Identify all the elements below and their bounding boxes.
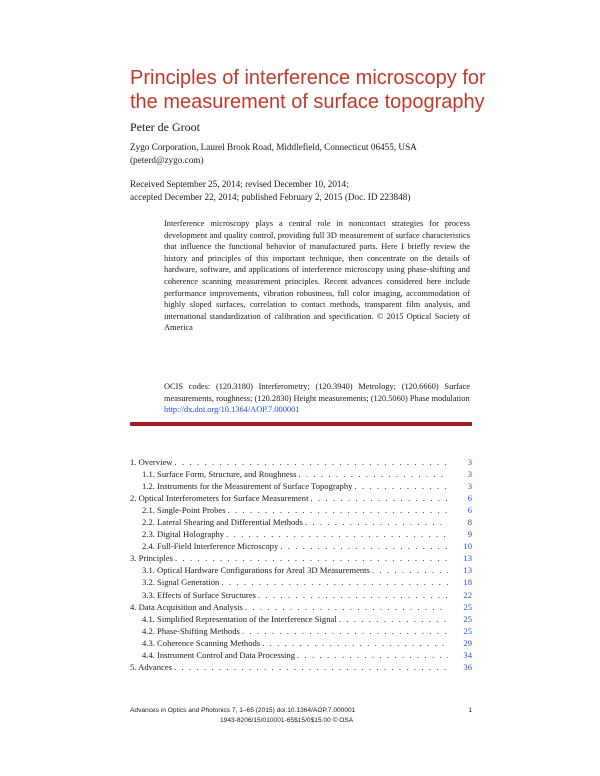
toc-entry[interactable] — [130, 552, 472, 564]
toc-entry-page-link[interactable]: 3 — [467, 481, 472, 492]
title-line-2: the measurement of surface topography — [130, 91, 485, 113]
toc-entry-title: 2.1. Single-Point Probes — [142, 505, 226, 516]
toc-entry-page-link[interactable]: 25 — [463, 625, 472, 636]
toc-leader-dots — [295, 649, 448, 661]
toc-entry-title: 4.3. Coherence Scanning Methods — [142, 637, 261, 648]
toc-entry-title: 3.1. Optical Hardware Configurations for Areal 3D Measurements — [142, 565, 370, 576]
toc-leader-dots — [260, 637, 448, 649]
toc-entry[interactable] — [130, 576, 472, 588]
toc-entry-title: 5. Advances — [130, 661, 173, 672]
toc-entry-title: 2.2. Lateral Shearing and Differential Methods — [142, 517, 303, 528]
toc-entry-page-link[interactable]: 22 — [463, 589, 472, 600]
toc-leader-dots — [172, 456, 448, 468]
affiliation-email[interactable]: (peterd@zygo.com) — [130, 154, 204, 165]
toc-entry-title: 4.2. Phase-Shifting Methods — [142, 625, 240, 636]
toc-entry-page-link[interactable]: 8 — [467, 517, 472, 528]
toc-entry[interactable] — [130, 601, 472, 613]
toc-entry-page-link[interactable]: 13 — [463, 565, 472, 576]
footer-journal-citation: Advances in Optics and Photonics 7, 1–65 (2015) doi:10.1364/AOP.7.000001 — [130, 707, 356, 714]
toc-entry-page-link[interactable]: 34 — [463, 649, 472, 660]
toc-entry-title: 1.2. Instruments for the Measurement of Surface Topography — [142, 481, 353, 492]
toc-leader-dots — [278, 540, 448, 552]
toc-entry[interactable] — [130, 613, 472, 625]
toc-entry-page-link[interactable]: 10 — [463, 541, 472, 552]
footer-page-number: 1 — [468, 707, 472, 714]
toc-leader-dots — [224, 528, 448, 540]
toc-entry[interactable] — [130, 468, 472, 480]
toc-leader-dots — [172, 661, 448, 673]
table-of-contents — [130, 456, 472, 673]
toc-leader-dots — [296, 468, 448, 480]
toc-entry[interactable] — [130, 540, 472, 552]
affiliation — [130, 141, 550, 166]
toc-entry[interactable] — [130, 516, 472, 528]
toc-entry-page-link[interactable]: 6 — [467, 505, 472, 516]
toc-entry[interactable] — [130, 649, 472, 661]
toc-entry-title: 3. Principles — [130, 553, 173, 564]
toc-entry[interactable] — [130, 492, 472, 504]
toc-entry-title: 2.4. Full-Field Interference Microscopy — [142, 541, 279, 552]
publication-history — [130, 178, 550, 203]
toc-entry[interactable] — [130, 589, 472, 601]
toc-entry-title: 2.3. Digital Holography — [142, 529, 225, 540]
toc-leader-dots — [352, 480, 448, 492]
toc-entry-page-link[interactable]: 6 — [467, 493, 472, 504]
toc-leader-dots — [308, 492, 448, 504]
toc-leader-dots — [337, 613, 448, 625]
toc-entry[interactable] — [130, 528, 472, 540]
author-name: Peter de Groot — [130, 120, 200, 134]
toc-leader-dots — [303, 516, 448, 528]
toc-entry[interactable] — [130, 456, 472, 468]
toc-leader-dots — [370, 564, 448, 576]
toc-entry-title: 2. Optical Interferometers for Surface Measurement — [130, 493, 309, 504]
toc-leader-dots — [219, 576, 448, 588]
toc-entry-page-link[interactable]: 25 — [463, 601, 472, 612]
doi-link[interactable]: http://dx.doi.org/10.1364/AOP.7.000001 — [164, 405, 300, 415]
toc-entry-title: 3.3. Effects of Surface Structures — [142, 589, 256, 600]
toc-entry-title: 4.4. Instrument Control and Data Processing — [142, 649, 295, 660]
ocis-codes: OCIS codes: (120.3180) Interferometry; (120.3940) Metrology; (120.6660) Surface measurements, roughness; (120.2830) Height measurements; (120.5060) Phase modulation — [164, 382, 470, 403]
toc-leader-dots — [256, 589, 448, 601]
ocis-block — [164, 381, 470, 416]
toc-entry[interactable] — [130, 504, 472, 516]
toc-entry[interactable] — [130, 480, 472, 492]
affiliation-address: Zygo Corporation, Laurel Brook Road, Middlefield, Connecticut 06455, USA — [130, 142, 417, 152]
toc-entry[interactable] — [130, 637, 472, 649]
toc-entry-title: 3.2. Signal Generation — [142, 577, 220, 588]
toc-entry-page-link[interactable]: 3 — [467, 457, 472, 467]
toc-entry-title: 1.1. Surface Form, Structure, and Roughness — [142, 469, 297, 480]
toc-entry-title: 4. Data Acquisition and Analysis — [130, 601, 243, 612]
toc-entry-title: 1. Overview — [130, 457, 173, 467]
toc-leader-dots — [240, 625, 448, 637]
footer-issn: 1943-8206/15/010001-65$15/0$15.00 © OSA — [220, 716, 354, 724]
toc-entry-page-link[interactable]: 25 — [463, 613, 472, 624]
toc-entry-page-link[interactable]: 29 — [463, 637, 472, 648]
abstract: Interference microscopy plays a central role in noncontact strategies for process development and quality control, providing full 3D measurement of surface characteristics that influence the functional behavior of manufactured parts. Here I briefly review the history and principles of this important technique, then concentrate on the details of hardware, software, and applications of interference microscopy using phase-shifting and coherence scanning measurement principles. Recent advances considered here include performance improvements, vibration robustness, full color imaging, accommodation of highly sloped surfaces, correlation to contact methods, transparent film analysis, and international standardization of calibration and specification. © 2015 Optical Society of America — [164, 219, 470, 333]
section-divider — [130, 422, 472, 426]
toc-leader-dots — [226, 504, 448, 516]
toc-entry[interactable] — [130, 625, 472, 637]
received-line-1: Received September 25, 2014; revised December 10, 2014; — [130, 179, 349, 189]
page-footer — [130, 706, 472, 725]
toc-entry-page-link[interactable]: 13 — [463, 553, 472, 564]
toc-entry[interactable] — [130, 564, 472, 576]
toc-entry[interactable] — [130, 661, 472, 673]
toc-leader-dots — [243, 601, 448, 613]
received-line-2: accepted December 22, 2014; published February 2, 2015 (Doc. ID 223848) — [130, 191, 411, 202]
paper-title — [130, 66, 570, 114]
toc-entry-title: 4.1. Simplified Representation of the Interference Signal — [142, 613, 337, 624]
title-line-1: Principles of interference microscopy for — [130, 67, 486, 89]
toc-entry-page-link[interactable]: 3 — [467, 469, 472, 480]
toc-leader-dots — [173, 552, 448, 564]
toc-entry-page-link[interactable]: 9 — [467, 529, 472, 540]
toc-entry-page-link[interactable]: 18 — [463, 577, 472, 588]
toc-entry-page-link[interactable]: 36 — [463, 661, 472, 672]
